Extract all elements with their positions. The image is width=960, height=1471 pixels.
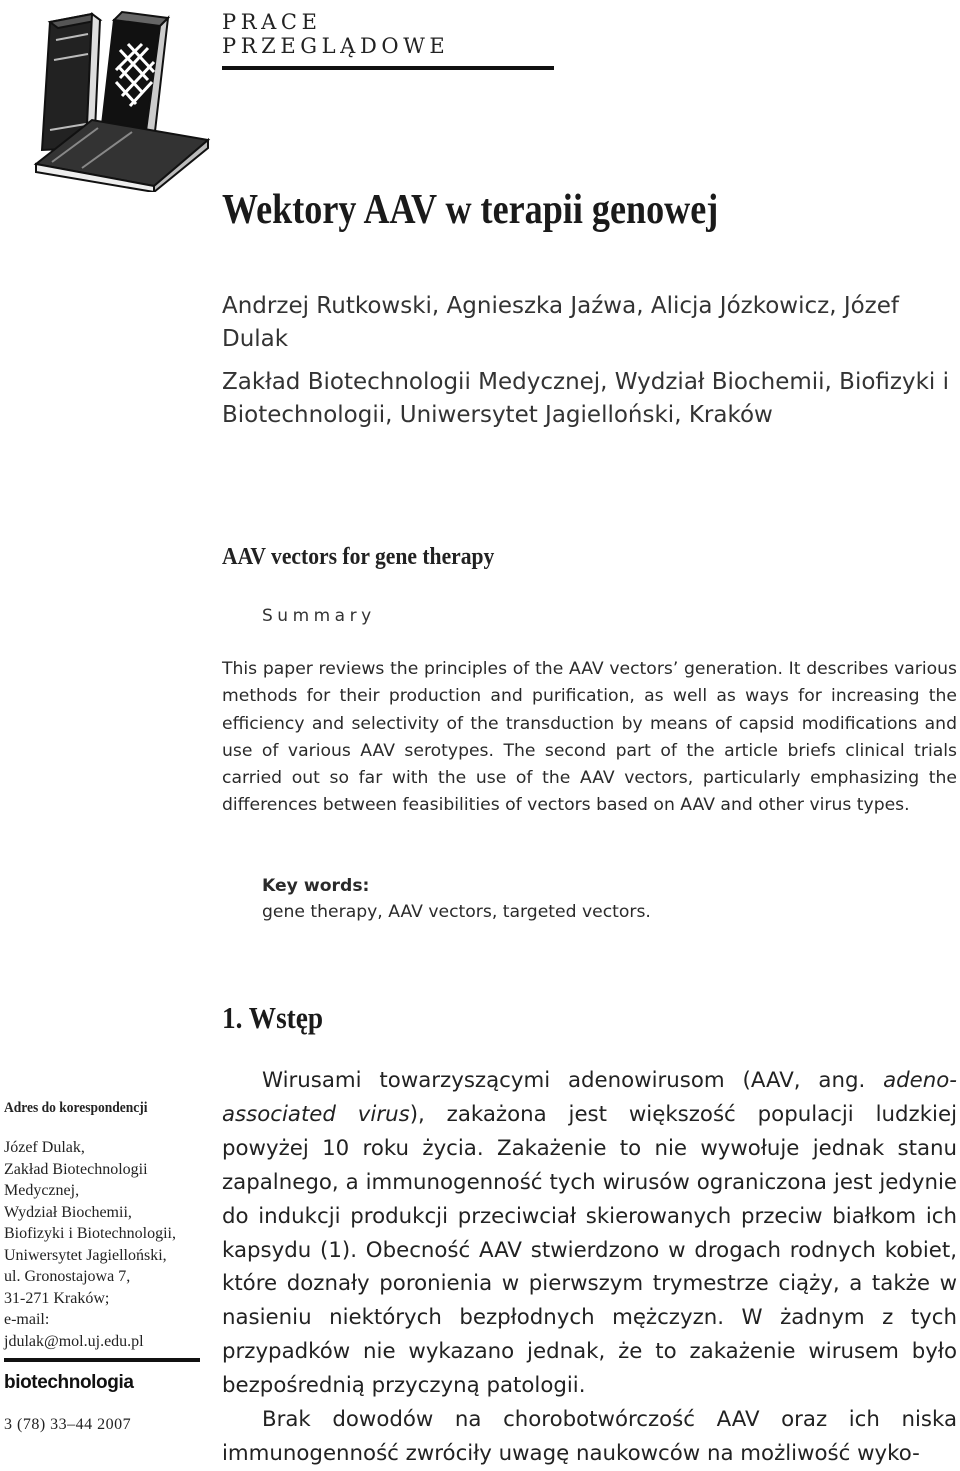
english-title: AAV vectors for gene therapy <box>222 544 495 570</box>
issue-info: 3 (78) 33–44 2007 <box>4 1416 132 1433</box>
keywords-text: gene therapy, AAV vectors, targeted vectors. <box>262 902 651 922</box>
address-line: Biofizyki i Biotechnologii, <box>4 1225 176 1242</box>
journal-rule <box>4 1358 200 1362</box>
books-logo-icon <box>22 0 214 192</box>
body-paragraph-text: ), zakażona jest większość populacji ludzkiej powyżej 10 roku życia. Zakażenie to nie wywołuje jednak stanu zapalnego, a immunogenność tych wirusów ograniczona jest jedynie do indukcji produkcji przeciwciał skierowanych przeciw białkom ich kapsydu (1). Obecność AAV stwierdzono w drogach rodnych kobiet, które doznały poronienia w pierwszym trymestrze ciąży, a także w nasieniu niektórych bezpłodnych mężczyzn. W żadnym z tych przypadków nie wykazano jednak, że to zakażenie wirusem było bezpośrednią przyczyną patologii. <box>222 1101 957 1399</box>
address-line: Zakład Biotechnologii <box>4 1160 148 1178</box>
article-title: Wektory AAV w terapii genowej <box>222 187 719 233</box>
summary-label: Summary <box>262 606 376 626</box>
section-heading-introduction: 1. Wstęp <box>222 1000 324 1035</box>
body-paragraph <box>222 1064 957 1403</box>
address-line: e-mail: <box>4 1311 50 1328</box>
address-line: ul. Gronostajowa 7, <box>4 1268 131 1285</box>
keywords-label: Key words: <box>262 876 370 896</box>
article-authors: Andrzej Rutkowski, Agnieszka Jaźwa, Alicja Józkowicz, Józef Dulak <box>222 293 900 352</box>
section-rule <box>222 66 554 70</box>
section-header <box>222 10 554 70</box>
abstract-text: This paper reviews the principles of the AAV vectors’ generation. It describes various methods for their production and purification, as well as ways for increasing the efficiency and selectivity of the transduction by means of capsid modifications and use of various AAV serotypes. The second part of the article briefs clinical trials carried out so far with the use of the AAV vectors, particularly emphasizing the differences between feasibilities of vectors based on AAV and other virus types. <box>222 659 957 816</box>
email-address: jdulak@mol.uj.edu.pl <box>4 1332 144 1350</box>
correspondence-address <box>4 1137 204 1352</box>
address-line: Uniwersytet Jagielloński, <box>4 1246 167 1264</box>
article-affiliation: Zakład Biotechnologii Medycznej, Wydział Biochemii, Biofizyki i Biotechnologii, Uniwersytet Jagielloński, Kraków <box>222 369 950 428</box>
address-line: 31-271 Kraków; <box>4 1289 110 1307</box>
body-italic-term: adeno-associated virus <box>222 1068 957 1127</box>
body-paragraph: Brak dowodów na chorobotwórczość AAV oraz ich niska immunogenność zwróciły uwagę naukowców na możliwość wyko- <box>222 1407 957 1466</box>
correspondence-sidebar <box>4 1100 204 1434</box>
journal-name: biotechnologia <box>4 1372 134 1393</box>
address-line: Józef Dulak, <box>4 1139 85 1156</box>
address-line: Wydział Biochemii, <box>4 1203 132 1221</box>
address-line: Medycznej, <box>4 1182 80 1199</box>
correspondence-heading: Adres do korespondencji <box>4 1100 148 1116</box>
body-paragraph-text: Wirusami towarzyszącymi adenowirusom (AAV, ang. <box>262 1068 884 1093</box>
section-label: PRACE PRZEGLĄDOWE <box>222 10 450 58</box>
body-text <box>222 1064 957 1471</box>
